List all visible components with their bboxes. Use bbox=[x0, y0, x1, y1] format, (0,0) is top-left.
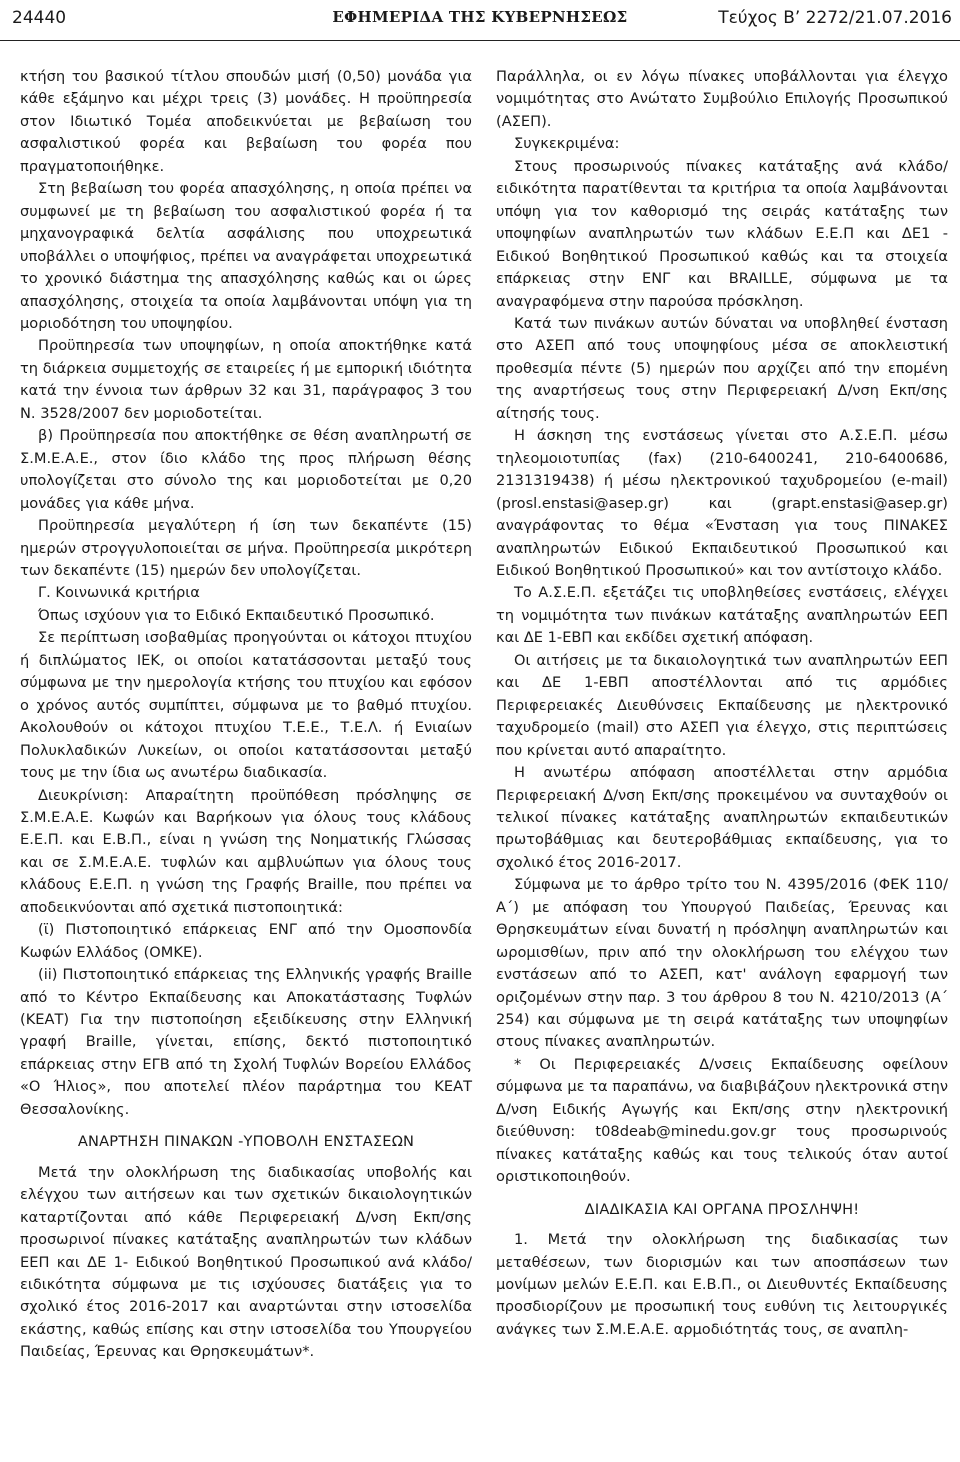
paragraph: Προϋπηρεσία των υποψηφίων, η οποία αποκτήθηκε κατά τη διάρκεια συμμετοχής σε εταιρείες ή με εμπορική ιδιότητα κατά την έννοια των άρθρων 32 και 31, παράγραφος 3 του Ν. 3528/2007 δεν μοριοδοτείται. bbox=[20, 337, 472, 422]
left-column bbox=[20, 66, 472, 1364]
right-column bbox=[496, 66, 948, 1341]
gazette-title: ΕΦΗΜΕΡΙΔΑ ΤΗΣ ΚΥΒΕΡΝΗΣΕΩΣ bbox=[332, 8, 628, 26]
paragraph: Οι αιτήσεις με τα δικαιολογητικά των αναπληρωτών ΕΕΠ και ΔΕ 1-ΕΒΠ αποστέλλονται από τις αρμόδιες Περιφερειακές Διευθύνσεις Εκπαίδευσης με ηλεκτρονικό ταχυδρομείο (mail) στο ΑΣΕΠ για έλεγχο, στις περιπτώσεις που κρίνεται αυτό απαραίτητο. bbox=[496, 651, 948, 759]
paragraph: Συγκεκριμένα: bbox=[514, 135, 620, 153]
paragraph: Σύμφωνα με το άρθρο τρίτο του Ν. 4395/2016 (ΦΕΚ 110/Α΄) με απόφαση του Υπουργού Παιδείας, Έρευνας και Θρησκευμάτων είναι δυνατή η πρόσληψη αναπληρωτών και ωρομισθίων, πριν από την ολοκλήρωση του ελέγχου των ενστάσεων από το ΑΣΕΠ, κατ' ανάλογη εφαρμογή των οριζομένων στην παρ. 3 του άρθρου 8 του Ν. 4210/2013 (Α΄ 254) και σύμφωνα με τη σειρά κατάταξης των υποψηφίων στους πίνακες αναπληρωτών. bbox=[496, 876, 948, 1051]
paragraph: Στη βεβαίωση του φορέα απασχόλησης, η οποία πρέπει να συμφωνεί με τη βεβαίωση του ασφαλιστικού φορέα ή τα μηχανογραφικά δελτία ασφάλισης που υποχρεωτικά υποβάλλει ο υποψήφιος, πρέπει να αναγράφεται υποχρεωτικά το χρονικό διάστημα της απασχόλησης καθώς και οι ώρες απασχόλησης, στοιχεία τα οποία λαμβάνονται υπόψη για τη μοριοδότηση του υποψηφίου. bbox=[20, 180, 472, 332]
section-subheading: Γ. Κοινωνικά κριτήρια bbox=[38, 584, 200, 602]
paragraph: * Οι Περιφερειακές Δ/νσεις Εκπαίδευσης οφείλουν σύμφωνα με τα παραπάνω, να διαβιβάζουν ηλεκτρονικά στην Δ/νση Ειδικής Αγωγής και Εκπ/σης στην ηλεκτρονική διεύθυνση: t08deab@minedu.gov.gr τους προσωρινούς πίνακες κατάταξης καθώς και τους τελικούς όταν αυτοί οριστικοποιηθούν. bbox=[496, 1055, 948, 1186]
paragraph: Κατά των πινάκων αυτών δύναται να υποβληθεί ένσταση στο ΑΣΕΠ από τους υποψηφίους μέσα σε αποκλειστική προθεσμία πέντε (5) ημερών που αρχίζει από την επομένη της αναρτήσεως τους στην Περιφερειακή Δ/νση Εκπ/σης αίτησής τους. bbox=[496, 314, 948, 422]
section-heading: ΔΙΑΔΙΚΑΣΙΑ ΚΑΙ ΟΡΓΑΝΑ ΠΡΟΣΛΗΨΗ! bbox=[584, 1200, 860, 1218]
page-header bbox=[0, 0, 960, 41]
paragraph: Η ανωτέρω απόφαση αποστέλλεται στην αρμόδια Περιφερειακή Δ/νση Εκπ/σης προκειμένου να συνταχθούν οι τελικοί πίνακες κατάταξης αναπληρωτών εκπαιδευτικών πρωτοβάθμιας και δευτεροβάθμιας εκπαίδευσης, για το σχολικό έτος 2016-2017. bbox=[496, 764, 948, 871]
paragraph: Παράλληλα, οι εν λόγω πίνακες υποβάλλονται για έλεγχο νομιμότητας στο Ανώτατο Συμβούλιο Επιλογής Προσωπικού (ΑΣΕΠ). bbox=[496, 68, 948, 130]
page-number: 24440 bbox=[12, 8, 67, 28]
paragraph: (ϊ) Πιστοποιητικό επάρκειας ΕΝΓ από την Ομοσπονδία Κωφών Ελλάδος (ΟΜΚΕ). bbox=[20, 921, 472, 961]
paragraph: Στους προσωρινούς πίνακες κατάταξης ανά κλάδο/ειδικότητα παρατίθενται τα κριτήρια τα οποία λαμβάνονται υπόψη για τον καθορισμό της σειράς κατάταξης των υποψηφίων αναπληρωτών των κλάδων Ε.Ε.Π και ΔΕ1 - Ειδικού Βοηθητικού Προσωπικού καθώς και τα στοιχεία επάρκειας στην ΕΝΓ και BRAILLE, σύμφωνα με τα αναγραφόμενα στην παρούσα πρόσκληση. bbox=[496, 157, 948, 310]
paragraph: 1. Μετά την ολοκλήρωση της διαδικασίας των μεταθέσεων, των διορισμών και των αποσπάσεων των μονίμων μελών Ε.Ε.Π. και Ε.Β.Π., οι Διευθυντές Εκπαίδευσης προσδιορίζουν με προσωπική τους ευθύνη τις λειτουργικές ανάγκες των Σ.Μ.Ε.Α.Ε. αρμοδιότητάς τους, σε αναπλη- bbox=[496, 1231, 948, 1338]
paragraph: Προϋπηρεσία μεγαλύτερη ή ίση των δεκαπέντε (15) ημερών στρογγυλοποιείται σε μήνα. Προϋπηρεσία μικρότερη των δεκαπέντε (15) ημερών δεν υπολογίζεται. bbox=[20, 517, 472, 579]
paragraph: β) Προϋπηρεσία που αποκτήθηκε σε θέση αναπληρωτή σε Σ.Μ.Ε.Α.Ε., στον ίδιο κλάδο της προς πλήρωση θέσης υπολογίζεται στο σύνολο της και μοριοδοτείται με 0,20 μονάδες για κάθε μήνα. bbox=[20, 427, 472, 512]
paragraph: Το Α.Σ.Ε.Π. εξετάζει τις υποβληθείσες ενστάσεις, ελέγχει τη νομιμότητα των πινάκων κατάταξης αναπληρωτών ΕΕΠ και ΔΕ 1-ΕΒΠ και εκδίδει σχετική απόφαση. bbox=[496, 584, 948, 647]
paragraph: Διευκρίνιση: Απαραίτητη προϋπόθεση πρόσληψης σε Σ.Μ.Ε.Α.Ε. Κωφών και Βαρήκοων για όλους τους κλάδους Ε.Ε.Π. και Ε.Β.Π., είναι η γνώση της Νοηματικής Γλώσσας και σε Σ.Μ.Ε.Α.Ε. τυφλών και αμβλυώπων για όλους τους κλάδους Ε.Ε.Π. η γνώση της Γραφής Braille, που πρέπει να αποδεικνύονται από σχετικά πιστοποιητικά: bbox=[20, 786, 472, 916]
issue-reference: Τεύχος Β’ 2272/21.07.2016 bbox=[718, 8, 952, 28]
paragraph: κτήση του βασικού τίτλου σπουδών μισή (0,50) μονάδα για κάθε εξάμηνο και μέχρι τρεις (3) μονάδες. Η προϋπηρεσία στον Ιδιωτικό Τομέα αποδεικνύεται με βεβαίωση του ασφαλιστικού φορέα και βεβαίωση του φορέα που πραγματοποιήθηκε. bbox=[20, 68, 472, 175]
paragraph: Σε περίπτωση ισοβαθμίας προηγούνται οι κάτοχοι πτυχίου ή διπλώματος ΙΕΚ, οι οποίοι κατατάσσονται μεταξύ τους σύμφωνα με την ημερολογία κτήσης του πτυχίου και εφόσον ο χρόνος αυτός συμπίπτει, σύμφωνα με το βαθμό πτυχίου. Ακολουθούν οι κάτοχοι πτυχίου Τ.Ε.Ε., Τ.Ε.Λ. ή Ενιαίων Πολυκλαδικών Λυκείων, οι οποίοι κατατάσσονται μεταξύ τους με την ίδια ως ανωτέρω διαδικασία. bbox=[20, 629, 472, 782]
paragraph: Όπως ισχύουν για το Ειδικό Εκπαιδευτικό Προσωπικό. bbox=[38, 606, 435, 624]
paragraph: Μετά την ολοκλήρωση της διαδικασίας υποβολής και ελέγχου των αιτήσεων και των σχετικών δικαιολογητικών καταρτίζονται από κάθε Περιφερειακή Δ/νση Εκπ/σης προσωρινοί πίνακες κατάταξης αναπληρωτών των κλάδων ΕΕΠ και ΔΕ 1- Ειδικού Βοηθητικού Προσωπικού ανά κλάδο/ειδικότητα σύμφωνα με τις ισχύουσες διατάξεις για το σχολικό έτος 2016-2017 και αναρτώνται στην ιστοσελίδα εκάστης, καθώς επίσης και στην ιστοσελίδα του Υπουργείου Παιδείας, Έρευνας και Θρησκευμάτων*. bbox=[20, 1163, 472, 1361]
paragraph: (ii) Πιστοποιητικό επάρκειας της Ελληνικής γραφής Braille από το Κέντρο Εκπαίδευσης και Αποκατάστασης Τυφλών (ΚΕΑΤ) Για την πιστοποίηση εξειδίκευσης στην Ελληνική γραφή Braille, γίνεται, επίσης, δεκτό πιστοποιητικό επάρκειας στην ΕΓΒ από τη Σχολή Τυφλών Βορείου Ελλάδος «Ο Ήλιος», που αποτελεί πλέον παράρτημα του ΚΕΑΤ Θεσσαλονίκης. bbox=[20, 966, 472, 1118]
paragraph: Η άσκηση της ενστάσεως γίνεται στο Α.Σ.Ε.Π. μέσω τηλεομοιοτυπίας (fax) (210-6400241, 210-6400686, 2131319438) ή μέσω ηλεκτρονικού ταχυδρομείου (e-mail) (prosl.enstasi@asep.gr) και (grapt.enstasi@asep.gr) αναγράφοντας το θέμα «Ένσταση για τους ΠΙΝΑΚΕΣ αναπληρωτών Ειδικού Εκπαιδευτικού Προσωπικού και Ειδικού Βοηθητικού Προσωπικού» και τον αντίστοιχο κλάδο. bbox=[496, 427, 948, 579]
section-heading: ΑΝΑΡΤΗΣΗ ΠΙΝΑΚΩΝ -ΥΠΟΒΟΛΗ ΕΝΣΤΑΣΕΩΝ bbox=[77, 1133, 415, 1151]
